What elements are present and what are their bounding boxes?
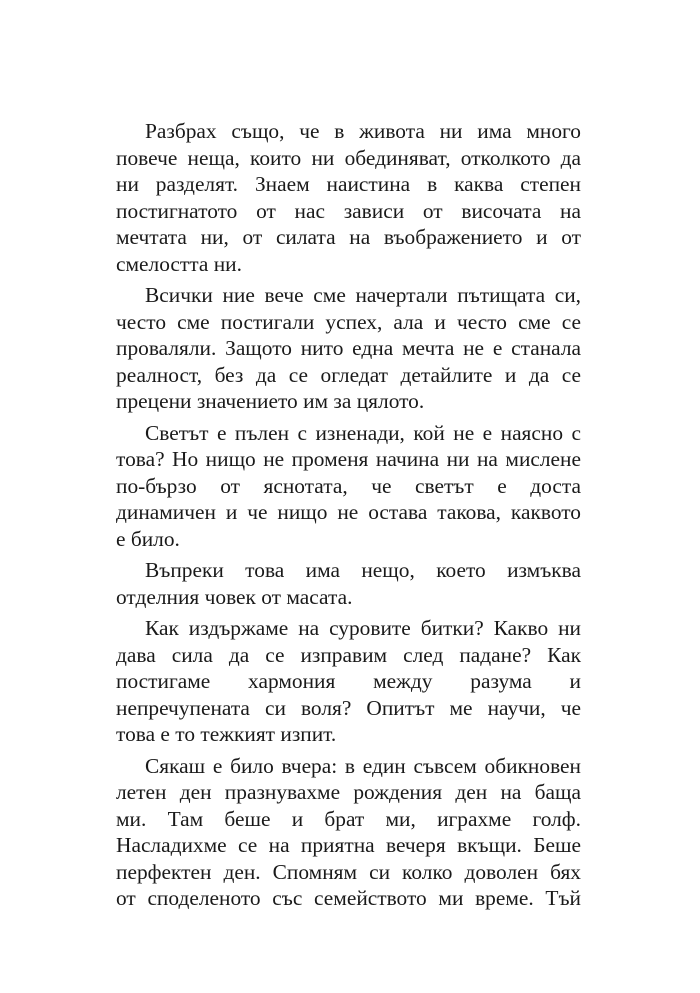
text-line: прецени значението им за цялото. [116, 389, 425, 413]
paragraph [116, 615, 581, 748]
paragraph [116, 753, 581, 912]
text-line: ни разделят. Знаем наистина в каква степен [116, 172, 581, 196]
paragraph [116, 557, 581, 610]
text-line: Разбрах също, че в живота ни има много [145, 119, 581, 143]
text-line: често сме постигали успех, ала и често сме се [116, 309, 581, 334]
text-line: е било. [116, 526, 180, 551]
paragraph [116, 420, 581, 553]
text-line: повече неща, които ни обединяват, отколкото да [116, 145, 581, 170]
text-line: проваляли. Защото нито една мечта не е станала [116, 336, 581, 360]
text-line: смелостта ни. [116, 251, 242, 276]
text-line: летен ден празнувахме рождения ден на баща [116, 780, 581, 804]
text-line: Всички ние вече сме начертали пътищата си, [145, 283, 581, 307]
text-line: постигнатото от нас зависи от височата на [116, 198, 581, 223]
text-line: реалност, без да се огледат детайлите и да се [116, 362, 581, 387]
paragraph [116, 118, 581, 277]
text-line: дава сила да се изправим след падане? Как [116, 642, 581, 667]
text-line: отделния човек от масата. [116, 584, 353, 609]
text-line: по-бързо от яснотата, че светът е доста [116, 473, 581, 498]
text-line: това? Но нищо не променя начина ни на мислене [116, 447, 581, 471]
text-line: Как издържаме на суровите битки? Какво ни [145, 616, 581, 640]
text-line: постигаме хармония между разума и [116, 669, 581, 693]
paragraph [116, 282, 581, 415]
text-line: Въпреки това има нещо, което измъква [145, 558, 581, 582]
text-line: непречупената си воля? Опитът ме научи, че [116, 695, 581, 720]
text-line: от споделеното със семейството ми време. Тъй [116, 886, 581, 910]
body-text [116, 118, 581, 917]
text-line: Сякаш е било вчера: в един съвсем обикновен [145, 753, 581, 778]
text-line: динамичен и че нищо не остава такова, каквото [116, 500, 581, 524]
text-line: това е то тежкият изпит. [116, 722, 337, 746]
text-line: перфектен ден. Спомням си колко доволен бях [116, 859, 581, 884]
text-line: мечтата ни, от силата на въображението и от [116, 225, 581, 249]
text-line: Светът е пълен с изненади, кой не е наясно с [145, 420, 581, 445]
text-line: Насладихме се на приятна вечеря вкъщи. Беше [116, 833, 581, 857]
text-line: ми. Там беше и брат ми, играхме голф. [116, 806, 581, 831]
